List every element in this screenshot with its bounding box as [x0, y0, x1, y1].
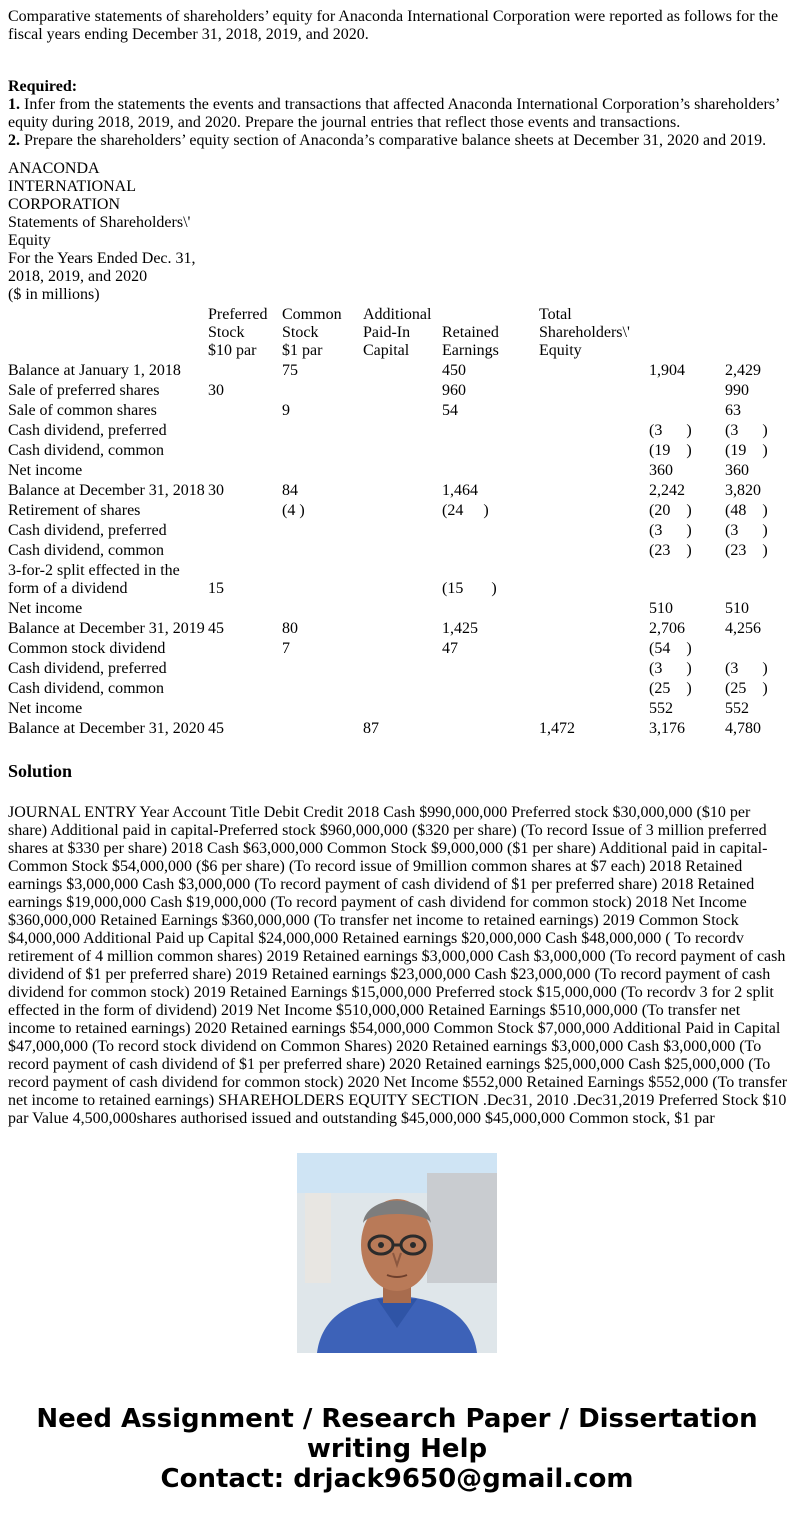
table-row — [8, 660, 771, 678]
table-cell: (54 ) — [649, 640, 692, 657]
table-cell — [363, 442, 440, 460]
table-cell — [442, 660, 537, 678]
table-cell: 552 — [725, 700, 749, 717]
table-cell: 960 — [442, 382, 466, 399]
table-cell: 80 — [282, 620, 298, 637]
column-header-row — [8, 306, 771, 360]
table-cell: (3 ) — [725, 522, 768, 539]
table-cell: 450 — [442, 362, 466, 379]
avatar-portrait-image — [297, 1153, 497, 1353]
table-cell — [539, 362, 647, 380]
table-cell — [539, 422, 647, 440]
table-cell — [208, 680, 280, 698]
table-cell — [363, 382, 440, 400]
table-cell — [282, 562, 361, 598]
document-page — [8, 8, 788, 1127]
required-section — [8, 78, 788, 150]
table-cell — [282, 522, 361, 540]
column-header-preferred-stock: Preferred Stock $10 par — [208, 306, 268, 359]
table-cell — [363, 502, 440, 520]
table-cell: (3 ) — [649, 422, 692, 439]
table-cell — [649, 402, 723, 420]
table-cell — [539, 700, 647, 718]
row-label: Cash dividend, common — [8, 542, 164, 559]
row-label: Balance at December 31, 2019 — [8, 620, 205, 637]
table-cell: 7 — [282, 640, 290, 657]
table-cell: (48 ) — [725, 502, 768, 519]
table-row — [8, 362, 771, 380]
table-cell: 15 — [208, 580, 224, 597]
table-cell: 47 — [442, 640, 458, 657]
table-cell — [282, 462, 361, 480]
table-cell: 1,464 — [442, 482, 478, 499]
table-cell: (19 ) — [649, 442, 692, 459]
table-cell — [282, 660, 361, 678]
table-row — [8, 640, 771, 658]
row-label: Sale of common shares — [8, 402, 157, 419]
row-label: Common stock dividend — [8, 640, 166, 657]
avatar — [297, 1153, 497, 1353]
table-cell: 360 — [649, 462, 673, 479]
table-cell — [442, 522, 537, 540]
table-row — [8, 680, 771, 698]
table-cell: (19 ) — [725, 442, 768, 459]
table-cell — [649, 382, 723, 400]
row-label: Sale of preferred shares — [8, 382, 160, 399]
table-row — [8, 402, 771, 420]
row-label: Cash dividend, preferred — [8, 422, 167, 439]
table-cell: 87 — [363, 720, 379, 737]
table-cell — [649, 562, 723, 598]
table-cell — [442, 700, 537, 718]
table-cell — [442, 680, 537, 698]
table-cell — [208, 402, 280, 420]
row-label: Net income — [8, 700, 83, 717]
table-cell — [282, 680, 361, 698]
solution-body: JOURNAL ENTRY Year Account Title Debit Credit 2018 Cash $990,000,000 Preferred stock $30,000,000 ($10 per share) Additional paid in capital-Preferred stock $960,000,000 ($320 per share) (To record Issue of 3 million preferred shares at $330 per share) 2018 Cash $63,000,000 Common Stock $9,000,000 ($1 per share) Additional paid in capital-Common Stock $54,000,000 ($6 per share) (To record issue of 9million common shares at $7 each) 2018 Retained earnings $3,000,000 Cash $3,000,000 (To record payment of cash dividend of $1 per preferred share) 2018 Retained earnings $19,000,000 Cash $19,000,000 (To record payment of cash dividend for common stock) 2018 Net Income $360,000,000 Retained Earnings $360,000,000 (To transfer net income to retained earnings) 2019 Common Stock $4,000,000 Additional Paid up Capital $24,000,000 Retained earnings $20,000,000 Cash $48,000,000 ( To recordv retirement of 4 million common shares) 2019 Retained earnings $3,000,000 Cash $3,000,000 (To record payment of cash dividend of $1 per preferred share) 2019 Retained earnings $23,000,000 Cash $23,000,000 (To record payment of cash dividend for common stock) 2019 Retained Earnings $15,000,000 Preferred stock $15,000,000 (To recordv 3 for 2 split effected in the form of dividend) 2019 Net Income $510,000,000 Retained Earnings $510,000,000 (To transfer net income to retained earnings) 2020 Retained earnings $54,000,000 Common Stock $7,000,000 Additional Paid in Capital $47,000,000 (To record stock dividend on Common Shares) 2020 Retained earnings $3,000,000 Cash $3,000,000 (To record payment of cash dividend of $1 per preferred share) 2020 Retained earnings $25,000,000 Cash $25,000,000 (To record payment of cash dividend for common stock) 2020 Net Income $552,000 Retained Earnings $552,000 (To transfer net income to retained earnings) SHAREHOLDERS EQUITY SECTION .Dec31, 2010 .Dec31,2019 Preferred Stock $10 par Value 4,500,000shares authorised issued and outstanding $45,000,000 $45,000,000 Common stock, $1 par — [8, 804, 788, 1127]
table-cell: 45 — [208, 720, 224, 737]
table-cell: (3 ) — [649, 660, 692, 677]
table-cell — [363, 482, 440, 500]
table-cell — [208, 542, 280, 560]
column-header-total-equity: Total Shareholders\' Equity — [539, 306, 630, 359]
table-cell: 45 — [208, 620, 224, 637]
table-cell — [363, 522, 440, 540]
table-cell — [282, 600, 361, 618]
column-header-additional-paid-in-capital: Additional Paid-In Capital — [363, 306, 432, 359]
table-row — [8, 502, 771, 520]
table-row — [8, 620, 771, 638]
table-cell: 30 — [208, 482, 224, 499]
table-cell — [363, 362, 440, 380]
table-cell — [363, 600, 440, 618]
statement-title: ANACONDA INTERNATIONAL CORPORATION Statements of Shareholders\' Equity For the Years Ended Dec. 31, 2018, 2019, and 2020 ($ in millions) — [8, 160, 196, 303]
table-cell — [442, 600, 537, 618]
table-cell: 552 — [649, 700, 673, 717]
table-cell — [539, 482, 647, 500]
row-label: Balance at January 1, 2018 — [8, 362, 181, 379]
table-cell — [539, 620, 647, 638]
table-cell — [363, 462, 440, 480]
table-cell — [208, 362, 280, 380]
table-row — [8, 720, 771, 738]
row-label: Net income — [8, 462, 83, 479]
table-cell: 1,425 — [442, 620, 478, 637]
table-cell — [539, 542, 647, 560]
intro-paragraph: Comparative statements of shareholders’ equity for Anaconda International Corporation were reported as follows for the fiscal years ending December 31, 2018, 2019, and 2020. — [8, 8, 779, 43]
table-cell — [442, 462, 537, 480]
table-cell: 990 — [725, 382, 749, 399]
table-cell — [363, 542, 440, 560]
table-row — [8, 700, 771, 718]
row-label: Balance at December 31, 2018 — [8, 482, 205, 499]
row-label: Cash dividend, common — [8, 442, 164, 459]
table-cell: (23 ) — [725, 542, 768, 559]
table-cell — [442, 422, 537, 440]
table-cell — [442, 442, 537, 460]
table-cell — [208, 442, 280, 460]
table-cell: (23 ) — [649, 542, 692, 559]
required-item-2: 2. Prepare the shareholders’ equity section of Anaconda’s comparative balance sheets at December 31, 2020 and 2019. — [8, 132, 767, 149]
row-label: Cash dividend, preferred — [8, 660, 167, 677]
table-cell: 1,904 — [649, 362, 685, 379]
table-cell: 2,429 — [725, 362, 761, 379]
column-header-common-stock: Common Stock $1 par — [282, 306, 342, 359]
shareholders-equity-statement-table — [6, 158, 773, 740]
table-row — [8, 462, 771, 480]
table-cell — [539, 600, 647, 618]
table-cell — [208, 660, 280, 678]
table-cell — [539, 680, 647, 698]
table-row — [8, 422, 771, 440]
table-cell — [363, 640, 440, 658]
table-cell — [363, 402, 440, 420]
table-cell: (3 ) — [649, 522, 692, 539]
table-cell: 9 — [282, 402, 290, 419]
table-cell: 84 — [282, 482, 298, 499]
table-cell — [539, 402, 647, 420]
table-cell — [363, 680, 440, 698]
solution-heading: Solution — [8, 761, 73, 781]
table-cell — [539, 502, 647, 520]
table-cell — [282, 542, 361, 560]
table-cell: 360 — [725, 462, 749, 479]
table-cell: (24 ) — [442, 502, 489, 519]
row-label: Cash dividend, preferred — [8, 522, 167, 539]
table-cell: (25 ) — [725, 680, 768, 697]
table-cell — [539, 382, 647, 400]
table-cell — [282, 422, 361, 440]
footer-contact: Contact: drjack9650@gmail.com — [160, 1464, 634, 1494]
row-label: Retirement of shares — [8, 502, 141, 519]
table-cell — [539, 442, 647, 460]
column-header-retained-earnings: Retained Earnings — [442, 324, 499, 359]
table-cell — [442, 542, 537, 560]
table-cell — [539, 640, 647, 658]
table-cell — [363, 562, 440, 598]
table-cell: 510 — [725, 600, 749, 617]
table-cell: 2,706 — [649, 620, 685, 637]
table-cell: 3,176 — [649, 720, 685, 737]
table-cell: (20 ) — [649, 502, 692, 519]
table-row — [8, 442, 771, 460]
table-row — [8, 382, 771, 400]
table-cell: (4 ) — [282, 502, 305, 519]
table-cell — [539, 462, 647, 480]
table-cell — [363, 700, 440, 718]
footer-banner — [0, 1404, 794, 1494]
table-cell: (25 ) — [649, 680, 692, 697]
table-cell: 4,256 — [725, 620, 761, 637]
table-cell — [539, 660, 647, 678]
table-cell: 2,242 — [649, 482, 685, 499]
table-cell — [208, 700, 280, 718]
table-cell — [208, 462, 280, 480]
table-cell: 54 — [442, 402, 458, 419]
table-cell — [282, 720, 361, 738]
required-item-1: 1. Infer from the statements the events and transactions that affected Anaconda International Corporation’s shareholders’ equity during 2018, 2019, and 2020. Prepare the journal entries that reflect those events and transactions. — [8, 96, 780, 131]
table-cell — [363, 422, 440, 440]
table-cell — [208, 502, 280, 520]
row-label: Balance at December 31, 2020 — [8, 720, 205, 737]
footer-line-2: writing Help — [306, 1434, 488, 1464]
row-label: Cash dividend, common — [8, 680, 164, 697]
table-cell — [208, 640, 280, 658]
table-cell — [282, 442, 361, 460]
table-cell — [282, 700, 361, 718]
table-cell: 4,780 — [725, 720, 761, 737]
table-cell — [208, 600, 280, 618]
table-cell — [208, 522, 280, 540]
table-cell: (3 ) — [725, 422, 768, 439]
table-cell — [363, 620, 440, 638]
table-cell — [363, 660, 440, 678]
table-cell — [442, 720, 537, 738]
table-cell — [725, 640, 771, 658]
table-cell: 30 — [208, 382, 224, 399]
table-row — [8, 600, 771, 618]
row-label: 3-for-2 split effected in the form of a dividend — [8, 562, 180, 597]
table-row — [8, 482, 771, 500]
row-label: Net income — [8, 600, 83, 617]
table-cell: 63 — [725, 402, 741, 419]
table-cell: 1,472 — [539, 720, 575, 737]
table-cell — [208, 422, 280, 440]
footer-line-1: Need Assignment / Research Paper / Dissertation — [36, 1404, 758, 1434]
table-cell — [539, 522, 647, 540]
table-cell: (15 ) — [442, 580, 497, 597]
table-row — [8, 542, 771, 560]
required-heading: Required: — [8, 78, 78, 95]
table-cell — [282, 382, 361, 400]
table-cell: 510 — [649, 600, 673, 617]
table-row — [8, 522, 771, 540]
table-row — [8, 562, 771, 598]
table-cell — [725, 562, 771, 598]
table-cell — [539, 562, 647, 598]
table-cell: 3,820 — [725, 482, 761, 499]
statement-title-row — [8, 160, 771, 304]
table-cell: (3 ) — [725, 660, 768, 677]
table-cell: 75 — [282, 362, 298, 379]
